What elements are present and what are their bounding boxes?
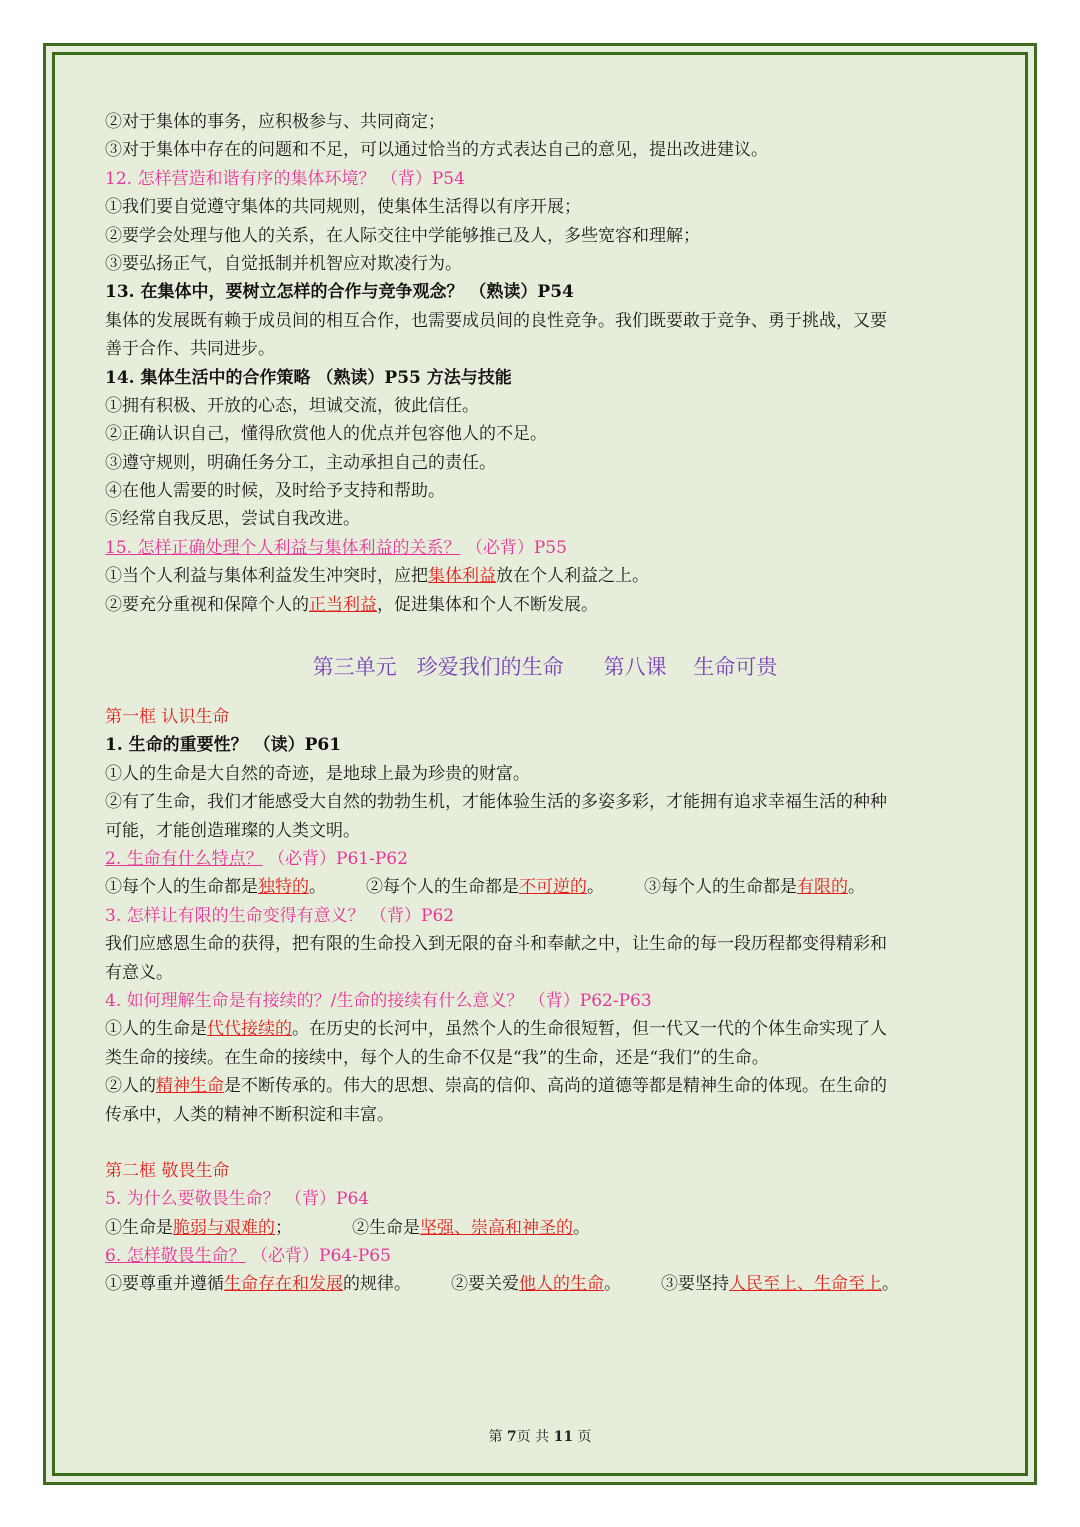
section-5-title: 5. 为什么要敬畏生命？ （背）P64: [105, 1189, 370, 1210]
answer-line: ⑤经常自我反思，尝试自我改进。: [105, 509, 360, 530]
highlight-term: 脆弱与艰难的: [173, 1217, 275, 1238]
answer-line: [105, 1015, 985, 1043]
frame-1-heading: 第一框 认识生命: [105, 707, 230, 728]
answer-text: 。: [604, 1274, 621, 1295]
answer-line: ③要弘扬正气，自觉抵制并机智应对欺凌行为。: [105, 253, 462, 274]
document-page: [43, 43, 1037, 1485]
answer-text: ，促进集体和个人不断发展。: [377, 594, 598, 615]
answer-line: 类生命的接续。在生命的接续中，每个人的生命不仅是“我”的生命，还是“我们”的生命。: [105, 1047, 769, 1068]
footer-text: 页 共: [516, 1429, 554, 1445]
section-1-title: 1. 生命的重要性？ （读）P61: [105, 735, 342, 756]
question-15-text: 15. 怎样正确处理个人利益与集体利益的关系？: [105, 537, 461, 558]
section-3-title: 3. 怎样让有限的生命变得有意义？ （背）P62: [105, 905, 455, 926]
text-line: ②对于集体的事务，应积极参与、共同商定；: [105, 112, 445, 132]
text-line: ③对于集体中存在的问题和不足，可以通过恰当的方式表达自己的意见，提出改进建议。: [105, 140, 768, 161]
section-4-title: 4. 如何理解生命是有接续的？/生命的接续有什么意义？ （背）P62-P63: [105, 990, 652, 1011]
answer-line: [105, 1214, 985, 1242]
answer-text: 。: [309, 877, 326, 898]
answer-line: [105, 1270, 985, 1298]
section-6-title: [105, 1242, 985, 1270]
answer-text: ；: [275, 1217, 292, 1238]
answer-text: 。: [882, 1274, 899, 1295]
answer-line: ①人的生命是大自然的奇迹，是地球上最为珍贵的财富。: [105, 763, 530, 784]
answer-line: 集体的发展既有赖于成员间的相互合作，也需要成员间的良性竞争。我们既要敢于竞争、勇于挑战，又要: [105, 310, 887, 331]
section-6-text: 6. 怎样敬畏生命？: [105, 1246, 246, 1267]
answer-text: ①每个人的生命都是: [105, 877, 258, 898]
answer-line: [105, 1072, 985, 1100]
answer-line: ①拥有积极、开放的心态，坦诚交流，彼此信任。: [105, 395, 479, 416]
answer-text: 放在个人利益之上。: [496, 566, 649, 587]
section-2-text: 2. 生命有什么特点？: [105, 848, 263, 869]
highlight-term: 集体利益: [428, 566, 496, 587]
highlight-term: 正当利益: [309, 594, 377, 615]
answer-text: ②人的: [105, 1076, 156, 1097]
highlight-term: 坚强、崇高和神圣的: [420, 1217, 573, 1238]
question-15-title: [105, 534, 985, 562]
answer-line: ②有了生命，我们才能感受大自然的勃勃生机，才能体验生活的多姿多彩，才能拥有追求幸福生活的种种: [105, 792, 887, 813]
answer-text: ①当个人利益与集体利益发生冲突时，应把: [105, 566, 428, 587]
answer-text: ②生命是: [352, 1217, 420, 1238]
answer-text: 。: [848, 877, 865, 898]
total-pages: 11: [553, 1429, 574, 1445]
question-14-title: 14. 集体生活中的合作策略 （熟读）P55 方法与技能: [105, 367, 512, 388]
answer-text: ③要坚持: [661, 1274, 729, 1295]
section-2-title: [105, 845, 985, 873]
answer-line: ④在他人需要的时候，及时给予支持和帮助。: [105, 481, 445, 502]
unit-title: 第三单元 珍爱我们的生命 第八课 生命可贵: [312, 655, 778, 680]
answer-text: ②要关爱: [451, 1274, 519, 1295]
answer-line: 善于合作、共同进步。: [105, 339, 275, 360]
highlight-term: 他人的生命: [519, 1274, 604, 1295]
highlight-term: 精神生命: [156, 1076, 224, 1097]
answer-line: ③遵守规则，明确任务分工，主动承担自己的责任。: [105, 452, 496, 473]
highlight-term: 人民至上、生命至上: [729, 1274, 882, 1295]
highlight-term: 有限的: [797, 877, 848, 898]
page-number: 7: [506, 1429, 517, 1445]
answer-line: ②要学会处理与他人的关系，在人际交往中学能够推己及人，多些宽容和理解；: [105, 225, 700, 246]
section-2-tag: （必背）P61-P62: [268, 848, 408, 869]
frame-2-heading: 第二框 敬畏生命: [105, 1160, 230, 1181]
answer-line: [105, 591, 985, 619]
highlight-term: 生命存在和发展: [224, 1274, 343, 1295]
answer-text: ②每个人的生命都是: [366, 877, 519, 898]
answer-text: ①人的生命是: [105, 1019, 207, 1040]
answer-text: 。: [587, 877, 604, 898]
answer-text: ①生命是: [105, 1217, 173, 1238]
answer-text: ①要尊重并遵循: [105, 1274, 224, 1295]
answer-line: 可能，才能创造璀璨的人类文明。: [105, 820, 360, 841]
answer-text: ②要充分重视和保障个人的: [105, 594, 309, 615]
question-13-title: 13. 在集体中，要树立怎样的合作与竞争观念？ （熟读）P54: [105, 282, 574, 303]
section-6-tag: （必背）P64-P65: [251, 1246, 391, 1267]
answer-line: [105, 562, 985, 590]
answer-line: 有意义。: [105, 962, 173, 983]
page-content: [105, 108, 985, 1299]
highlight-term: 独特的: [258, 877, 309, 898]
answer-text: 的规律。: [343, 1274, 411, 1295]
answer-line: [105, 873, 985, 901]
answer-text: ③每个人的生命都是: [644, 877, 797, 898]
page-footer: [45, 1426, 1035, 1446]
highlight-term: 不可逆的: [519, 877, 587, 898]
answer-text: 是不断传承的。伟大的思想、崇高的信仰、高尚的道德等都是精神生命的体现。在生命的: [224, 1076, 887, 1097]
footer-text: 第: [488, 1429, 507, 1445]
answer-line: ②正确认识自己，懂得欣赏他人的优点并包容他人的不足。: [105, 424, 547, 445]
answer-text: 。在历史的长河中，虽然个人的生命很短暂，但一代又一代的个体生命实现了人: [292, 1019, 887, 1040]
question-12-title: 12. 怎样营造和谐有序的集体环境？ （背）P54: [105, 168, 465, 189]
answer-line: 我们应感恩生命的获得，把有限的生命投入到无限的奋斗和奉献之中，让生命的每一段历程都变得精彩和: [105, 934, 887, 955]
answer-line: ①我们要自觉遵守集体的共同规则，使集体生活得以有序开展；: [105, 197, 581, 218]
footer-text: 页: [573, 1429, 592, 1445]
highlight-term: 代代接续的: [207, 1019, 292, 1040]
question-15-tag: （必背）P55: [465, 537, 567, 558]
answer-line: 传承中，人类的精神不断积淀和丰富。: [105, 1104, 394, 1125]
answer-text: 。: [573, 1217, 590, 1238]
